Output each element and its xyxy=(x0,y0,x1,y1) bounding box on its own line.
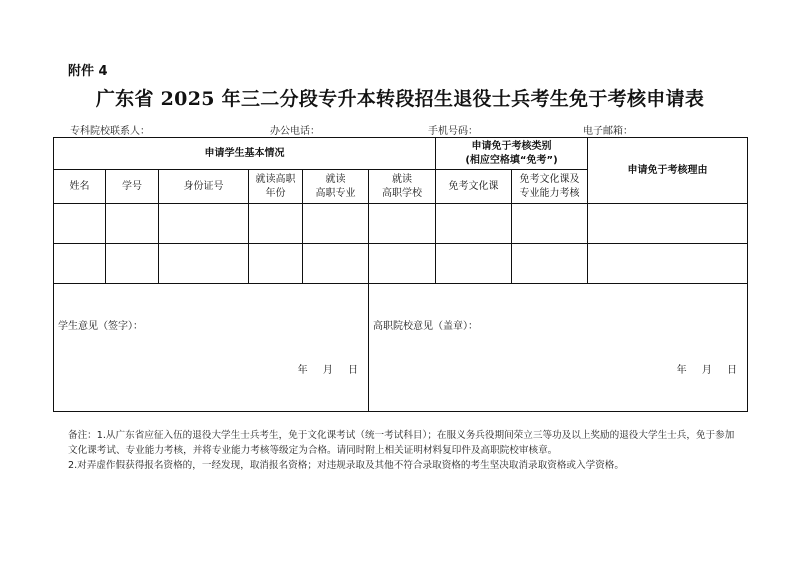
cell-exempt-culture[interactable] xyxy=(436,204,512,244)
cell-major[interactable] xyxy=(303,204,369,244)
col-school-line2: 高职学校 xyxy=(382,187,422,199)
cell-school[interactable] xyxy=(369,244,436,284)
cell-school[interactable] xyxy=(369,204,436,244)
student-opinion-cell[interactable] xyxy=(54,284,369,412)
exempt-category-header xyxy=(436,138,588,170)
email-label: 电子邮箱： xyxy=(583,126,633,137)
col-exempt-both-line1: 免考文化课及 xyxy=(519,174,580,185)
exempt-category-note: (相应空格填“免考”) xyxy=(465,154,558,166)
col-exempt-both xyxy=(512,170,588,204)
school-contact-label: 专科院校联系人： xyxy=(70,126,150,137)
cell-name[interactable] xyxy=(54,204,106,244)
col-exempt-both-line2: 专业能力考核 xyxy=(519,187,580,199)
col-year xyxy=(249,170,303,204)
col-major xyxy=(303,170,369,204)
note-2: 2.对弄虚作假获得报名资格的，一经发现，取消报名资格；对违规录取及其他不符合录取资格的考生坚决取消录取资格或入学资格。 xyxy=(68,460,624,471)
cell-exempt-both[interactable] xyxy=(512,204,588,244)
col-major-line1: 就读 xyxy=(325,174,346,185)
col-name: 姓名 xyxy=(54,170,106,204)
mobile-label: 手机号码： xyxy=(428,126,478,137)
exempt-category-title: 申请免于考核类别 xyxy=(471,141,552,152)
form-title: 广东省 2025 年三二分段专升本转段招生退役士兵考生免于考核申请表 xyxy=(95,88,705,110)
col-school xyxy=(369,170,436,204)
school-opinion-cell[interactable] xyxy=(369,284,748,412)
student-opinion-date: 年 月 日 xyxy=(297,365,358,376)
col-major-line2: 高职专业 xyxy=(315,187,356,199)
cell-id-number[interactable] xyxy=(159,204,249,244)
table-row xyxy=(54,244,748,284)
attachment-label: 附件 4 xyxy=(68,64,108,79)
table-row xyxy=(54,204,748,244)
col-year-line1: 就读高职 xyxy=(255,174,296,185)
cell-exempt-both[interactable] xyxy=(512,244,588,284)
col-exempt-culture: 免考文化课 xyxy=(436,170,512,204)
cell-exempt-culture[interactable] xyxy=(436,244,512,284)
notes xyxy=(68,428,740,473)
office-phone-label: 办公电话： xyxy=(270,126,320,137)
cell-reason[interactable] xyxy=(588,244,748,284)
student-opinion-label: 学生意见（签字）： xyxy=(58,321,143,332)
cell-student-id[interactable] xyxy=(106,204,159,244)
note-1: 备注：1.从广东省应征入伍的退役大学生士兵考生，免于文化课考试（统一考试科目）；在服义务兵役期间荣立三等功及以上奖励的退役大学生士兵，免于参加文化课考试、专业能力考核，并将专业能力考核等级定为合格。请同时附上相关证明材料复印件及高职院校审核章。 xyxy=(68,430,735,456)
cell-name[interactable] xyxy=(54,244,106,284)
school-opinion-label: 高职院校意见（盖章）： xyxy=(373,321,478,332)
cell-student-id[interactable] xyxy=(106,244,159,284)
col-id-number: 身份证号 xyxy=(159,170,249,204)
reason-header: 申请免于考核理由 xyxy=(588,138,748,204)
cell-year[interactable] xyxy=(249,244,303,284)
col-school-line1: 就读 xyxy=(392,174,412,185)
cell-major[interactable] xyxy=(303,244,369,284)
col-year-line2: 年份 xyxy=(265,187,286,199)
cell-id-number[interactable] xyxy=(159,244,249,284)
application-table xyxy=(53,137,748,412)
cell-reason[interactable] xyxy=(588,204,748,244)
cell-year[interactable] xyxy=(249,204,303,244)
school-opinion-date: 年 月 日 xyxy=(676,365,738,376)
basic-info-header: 申请学生基本情况 xyxy=(54,138,436,170)
col-student-id: 学号 xyxy=(106,170,159,204)
